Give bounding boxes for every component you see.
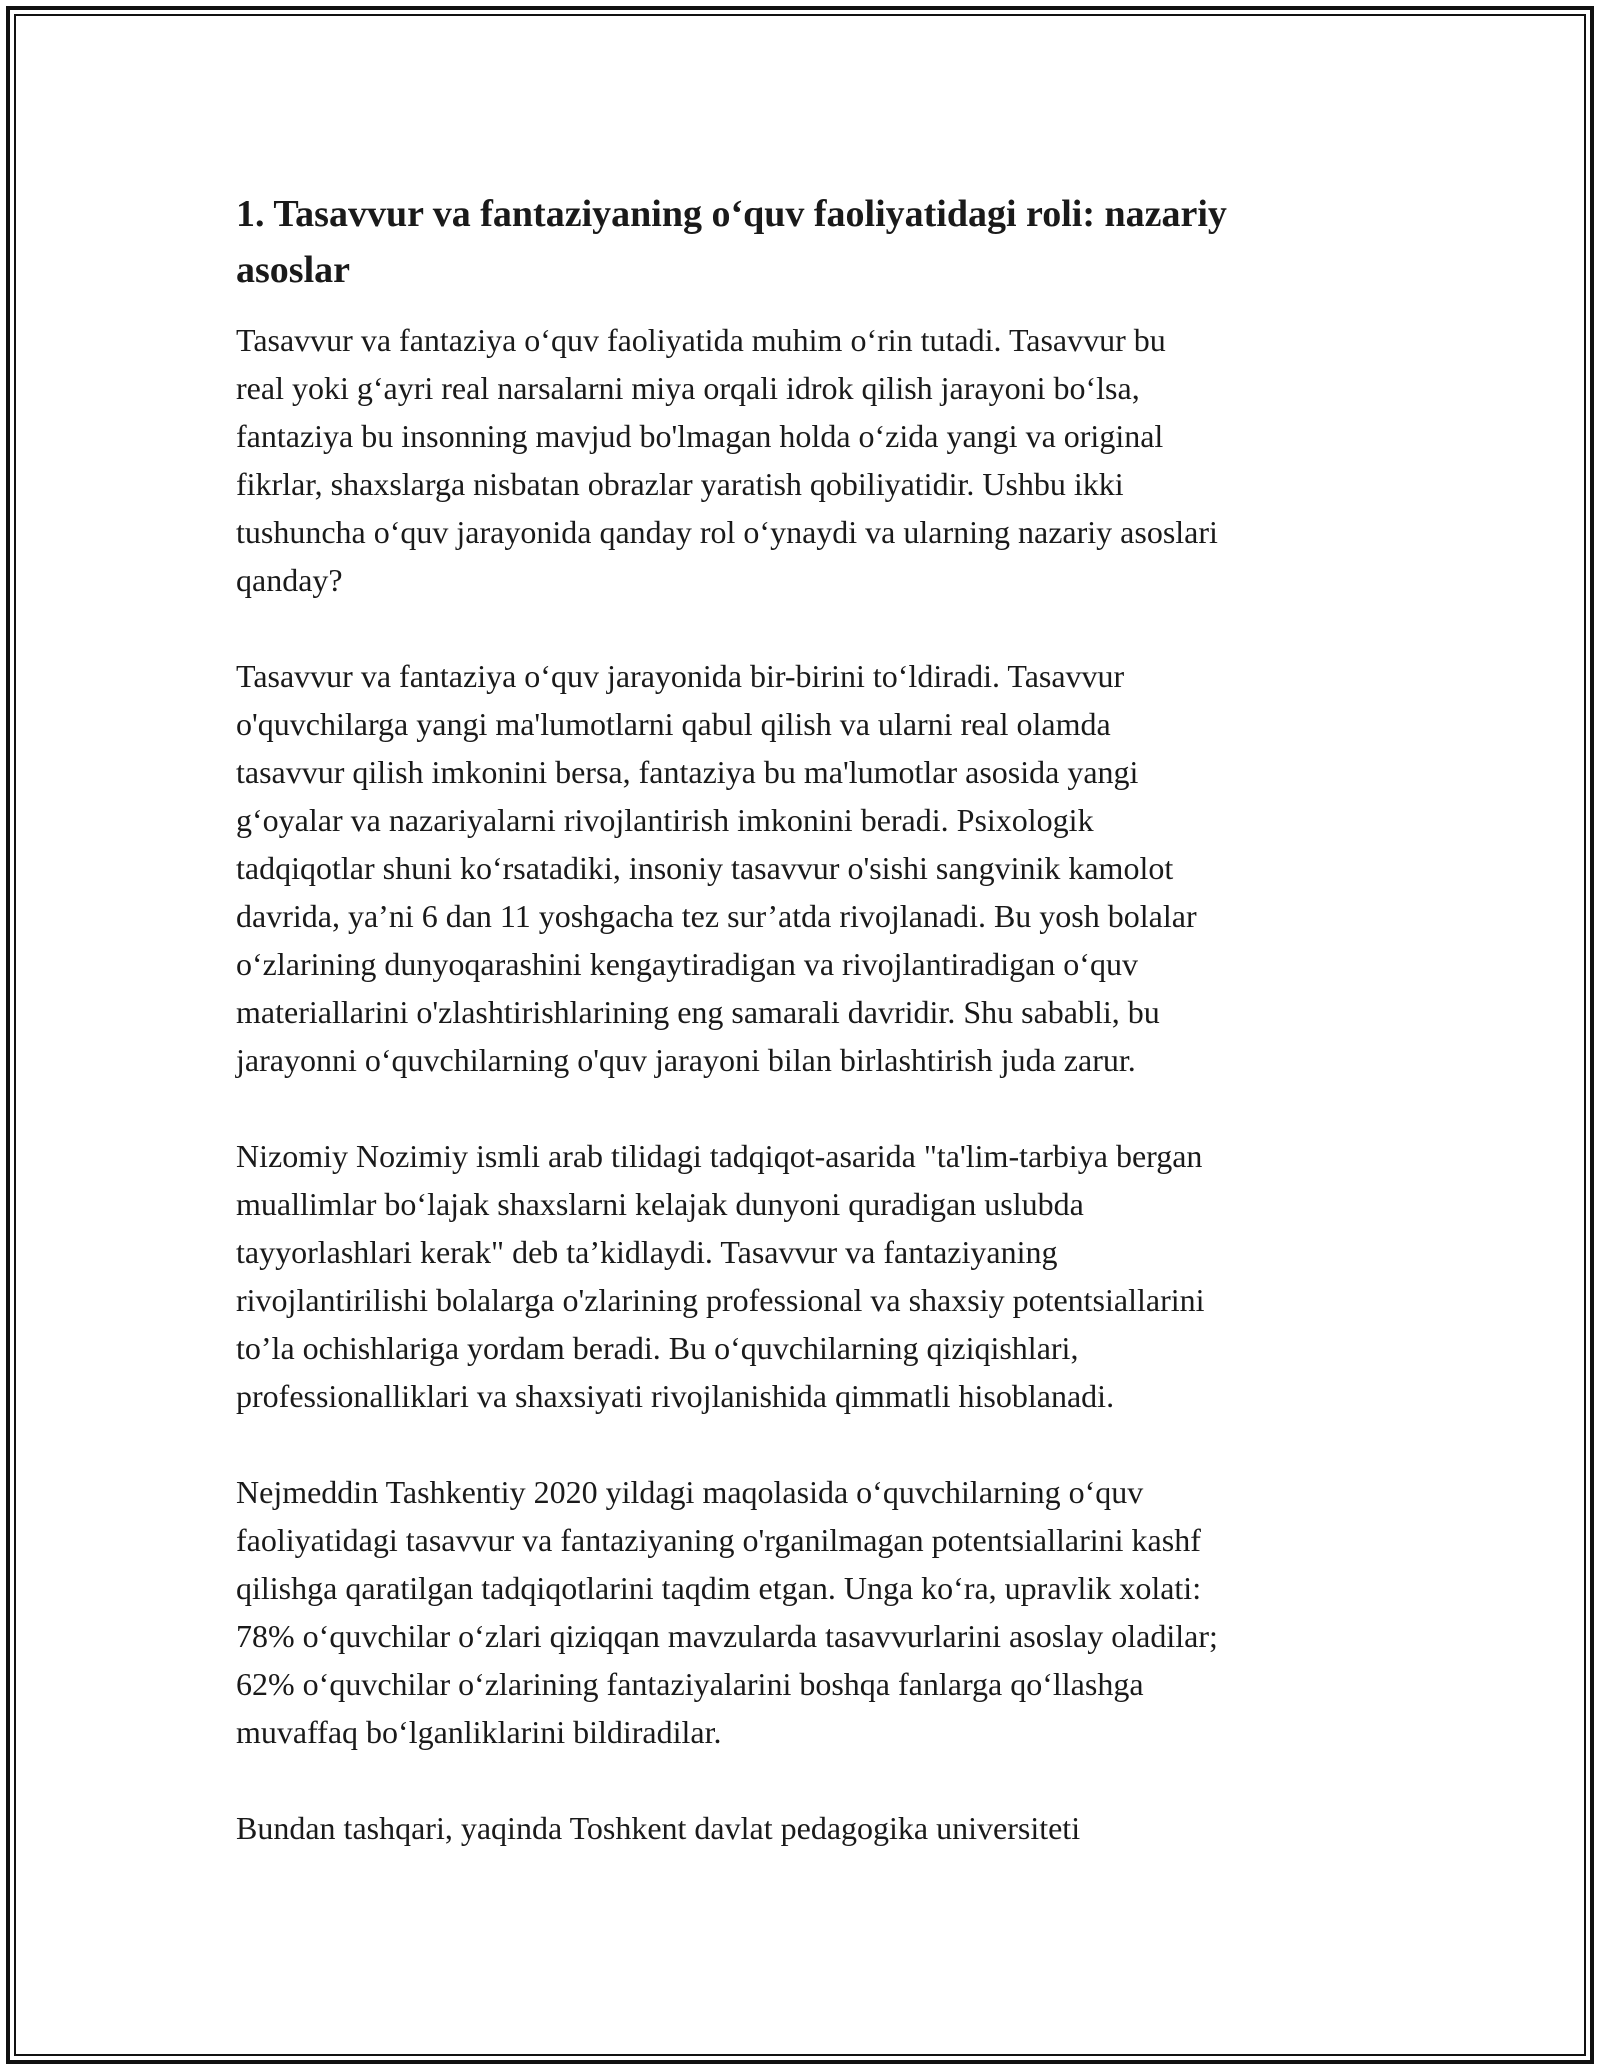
document-body (236, 186, 1366, 1900)
section-heading: 1. Tasavvur va fantaziyaning o‘quv faoliyatidagi roli: nazariy asoslar (236, 193, 1227, 291)
paragraph-5: Bundan tashqari, yaqinda Toshkent davlat pedagogika universiteti (236, 1810, 1081, 1846)
paragraph-2: Tasavvur va fantaziya o‘quv jarayonida bir-birini to‘ldiradi. Tasavvur o'quvchilarga yangi ma'lumotlarni qabul qilish va ularni real olamda tasavvur qilish imkonini bersa, fantaziya bu ma'lumotlar asosida yangi g‘oyalar va nazariyalarni rivojlantirish imkonini beradi. Psixologik tadqiqotlar shuni ko‘rsatadiki, insoniy tasavvur o'sishi sangvinik kamolot davrida, ya’ni 6 dan 11 yoshgacha tez sur’atda rivojlanadi. Bu yosh bolalar o‘zlarining dunyoqarashini kengaytiradigan va rivojlantiradigan o‘quv materiallarini o'zlashtirishlarining eng samarali davridir. Shu sababli, bu jarayonni o‘quvchilarning o'quv jarayoni bilan birlashtirish juda zarur. (236, 658, 1197, 1078)
paragraph-1: Tasavvur va fantaziya o‘quv faoliyatida muhim o‘rin tutadi. Tasavvur bu real yoki g‘ayri real narsalarni miya orqali idrok qilish jarayoni bo‘lsa, fantaziya bu insonning mavjud bo'lmagan holda o‘zida yangi va original fikrlar, shaxslarga nisbatan obrazlar yaratish qobiliyatidir. Ushbu ikki tushuncha o‘quv jarayonida qanday rol o‘ynaydi va ularning nazariy asoslari qanday? (236, 322, 1218, 598)
paragraph-3: Nizomiy Nozimiy ismli arab tilidagi tadqiqot-asarida "ta'lim-tarbiya bergan muallimlar bo‘lajak shaxslarni kelajak dunyoni quradigan uslubda tayyorlashlari kerak" deb ta’kidlaydi. Tasavvur va fantaziyaning rivojlantirilishi bolalarga o'zlarining professional va shaxsiy potentsiallarini to’la ochishlariga yordam beradi. Bu o‘quvchilarning qiziqishlari, professionalliklari va shaxsiyati rivojlanishida qimmatli hisoblanadi. (236, 1138, 1205, 1414)
paragraph-4: Nejmeddin Tashkentiy 2020 yildagi maqolasida o‘quvchilarning o‘quv faoliyatidagi tasavvur va fantaziyaning o'rganilmagan potentsiallarini kashf qilishga qaratilgan tadqiqotlarini taqdim etgan. Unga ko‘ra, upravlik xolati: 78% o‘quvchilar o‘zlari qiziqqan mavzularda tasavvurlarini asoslay oladilar; 62% o‘quvchilar o‘zlarining fantaziyalarini boshqa fanlarga qo‘llashga muvaffaq bo‘lganliklarini bildiradilar. (236, 1474, 1218, 1750)
